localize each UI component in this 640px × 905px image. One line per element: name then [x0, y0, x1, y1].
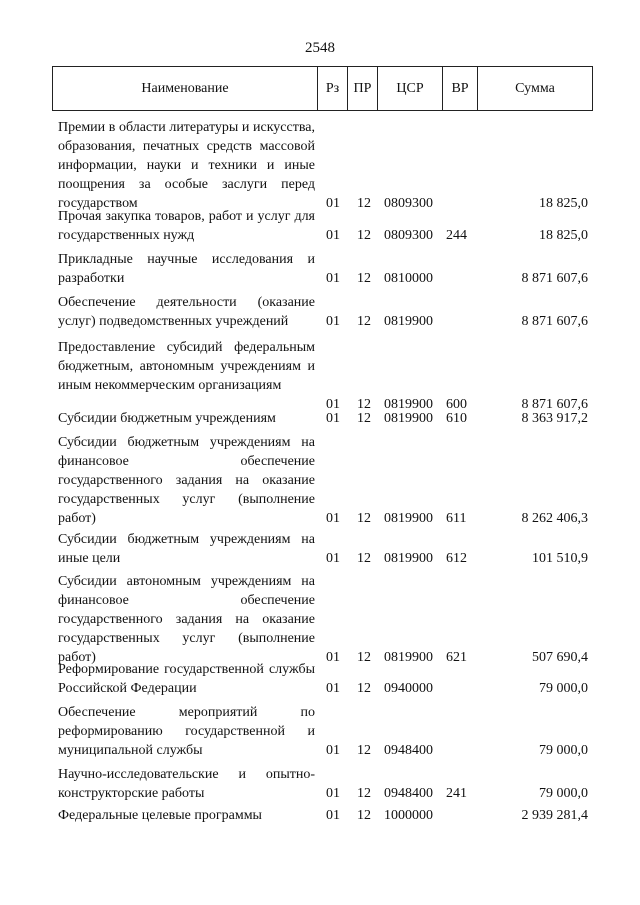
row-pr: 12 [357, 808, 371, 823]
row-name: Обеспечение деятельности (оказание услуг) подведомственных учреждений [58, 295, 315, 329]
row-name: Прочая закупка товаров, работ и услуг для государственных нужд [58, 209, 315, 243]
table-row [0, 806, 640, 825]
row-csr: 0810000 [384, 271, 433, 286]
row-sum: 79 000,0 [539, 743, 588, 758]
page-number: 2548 [305, 40, 335, 56]
row-sum: 18 825,0 [539, 196, 588, 211]
row-pr: 12 [357, 314, 371, 329]
row-pr: 12 [357, 511, 371, 526]
row-vr: 244 [446, 228, 467, 243]
table-row [0, 530, 640, 568]
row-name: Научно-исследовательские и опытно-конструкторские работы [58, 767, 315, 801]
row-rz: 01 [326, 808, 340, 823]
row-pr: 12 [357, 551, 371, 566]
row-pr: 12 [357, 681, 371, 696]
row-rz: 01 [326, 511, 340, 526]
row-sum: 18 825,0 [539, 228, 588, 243]
row-csr: 0819900 [384, 551, 433, 566]
row-pr: 12 [357, 397, 371, 412]
row-rz: 01 [326, 786, 340, 801]
table-row [0, 338, 640, 414]
row-name: Реформирование государственной службы Российской Федерации [58, 662, 315, 696]
row-csr: 0819900 [384, 511, 433, 526]
row-rz: 01 [326, 314, 340, 329]
row-vr: 610 [446, 411, 467, 426]
row-rz: 01 [326, 650, 340, 665]
row-csr: 1000000 [384, 808, 433, 823]
row-csr: 0819900 [384, 411, 433, 426]
header-rz: Рз [318, 67, 348, 110]
row-sum: 79 000,0 [539, 681, 588, 696]
row-pr: 12 [357, 228, 371, 243]
row-csr: 0809300 [384, 228, 433, 243]
row-sum: 8 871 607,6 [521, 314, 588, 329]
table-row [0, 660, 640, 698]
row-sum: 507 690,4 [532, 650, 588, 665]
row-csr: 0819900 [384, 397, 433, 412]
row-csr: 0948400 [384, 743, 433, 758]
row-name: Субсидии бюджетным учреждениям на финансовое обеспечение государственного задания на оказание государственных услуг (выполнение работ) [58, 435, 315, 526]
row-csr: 0809300 [384, 196, 433, 211]
row-name: Прикладные научные исследования и разработки [58, 252, 315, 286]
row-rz: 01 [326, 411, 340, 426]
row-rz: 01 [326, 196, 340, 211]
row-sum: 8 871 607,6 [521, 271, 588, 286]
row-csr: 0940000 [384, 681, 433, 696]
row-pr: 12 [357, 411, 371, 426]
row-rz: 01 [326, 228, 340, 243]
row-csr: 0819900 [384, 314, 433, 329]
row-sum: 8 262 406,3 [521, 511, 588, 526]
row-pr: 12 [357, 271, 371, 286]
row-sum: 101 510,9 [532, 551, 588, 566]
row-name: Предоставление субсидий федеральным бюджетным, автономным учреждениям и иным некоммерческим организациям [58, 340, 315, 393]
row-name: Субсидии бюджетным учреждениям на иные цели [58, 532, 315, 566]
table-header [52, 66, 593, 111]
row-pr: 12 [357, 743, 371, 758]
row-csr: 0948400 [384, 786, 433, 801]
row-vr: 621 [446, 650, 467, 665]
row-vr: 600 [446, 397, 467, 412]
row-vr: 241 [446, 786, 467, 801]
table-row [0, 433, 640, 528]
table-row [0, 207, 640, 245]
row-rz: 01 [326, 271, 340, 286]
header-vr: ВР [443, 67, 478, 110]
row-rz: 01 [326, 681, 340, 696]
table-row [0, 703, 640, 760]
table-row [0, 118, 640, 213]
table-row [0, 572, 640, 667]
row-sum: 8 871 607,6 [521, 397, 588, 412]
row-csr: 0819900 [384, 650, 433, 665]
row-pr: 12 [357, 196, 371, 211]
header-pr: ПР [348, 67, 378, 110]
row-name: Субсидии автономным учреждениям на финансовое обеспечение государственного задания на оказание государственных услуг (выполнение работ) [58, 574, 315, 665]
row-rz: 01 [326, 743, 340, 758]
row-sum: 2 939 281,4 [521, 808, 588, 823]
row-pr: 12 [357, 786, 371, 801]
row-rz: 01 [326, 551, 340, 566]
row-name: Федеральные целевые программы [58, 808, 262, 823]
row-name: Субсидии бюджетным учреждениям [58, 411, 276, 426]
table-row [0, 765, 640, 803]
row-sum: 8 363 917,2 [521, 411, 588, 426]
row-vr: 612 [446, 551, 467, 566]
row-pr: 12 [357, 650, 371, 665]
header-csr: ЦСР [378, 67, 443, 110]
row-rz: 01 [326, 397, 340, 412]
row-sum: 79 000,0 [539, 786, 588, 801]
row-name: Обеспечение мероприятий по реформированию государственной и муниципальной службы [58, 705, 315, 758]
row-vr: 611 [446, 511, 467, 526]
header-name: Наименование [53, 67, 318, 110]
table-row [0, 250, 640, 288]
header-sum: Сумма [515, 80, 555, 96]
row-name: Премии в области литературы и искусства, образования, печатных средств массовой информации, науки и техники и иные поощрения за особые заслуги перед государством [58, 120, 315, 211]
table-row [0, 409, 640, 428]
table-row [0, 293, 640, 331]
